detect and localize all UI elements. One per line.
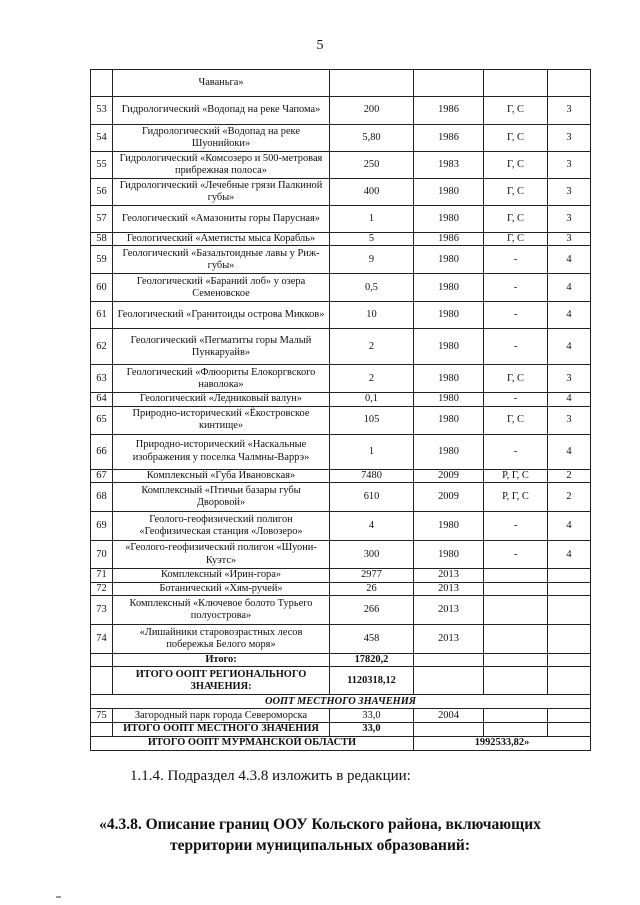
regime-code-cell: - (484, 329, 548, 365)
regime-code-cell: - (484, 541, 548, 569)
year-cell (414, 654, 484, 667)
year-cell: 1980 (414, 329, 484, 365)
regime-code-cell: Г, С (484, 406, 548, 434)
year-cell: 2009 (414, 469, 484, 482)
table-row (91, 723, 591, 736)
table-row (91, 152, 591, 179)
object-name-cell: Чаваньга» (113, 70, 330, 97)
category-cell (548, 667, 591, 695)
table-row (91, 625, 591, 654)
regime-code-cell: Р, Г, С (484, 469, 548, 482)
object-name-cell: Гидрологический «Водопад на реке Чапома» (113, 97, 330, 125)
object-name-cell: Гидрологический «Комсозеро и 500-метровая прибрежная полоса» (113, 152, 330, 179)
area-cell (330, 70, 414, 97)
year-cell: 1980 (414, 302, 484, 329)
table-row (91, 667, 591, 695)
row-number-cell: 63 (91, 365, 113, 393)
regime-code-cell: Г, С (484, 179, 548, 206)
subtotal-value: 33,0 (330, 723, 414, 736)
regime-code-cell: Г, С (484, 233, 548, 246)
row-number-cell: 66 (91, 434, 113, 469)
category-cell (548, 582, 591, 595)
regime-code-cell: - (484, 274, 548, 302)
row-number-cell: 75 (91, 709, 113, 723)
row-number-cell: 59 (91, 246, 113, 274)
regime-code-cell: - (484, 393, 548, 406)
year-cell: 1980 (414, 406, 484, 434)
table-row (91, 582, 591, 595)
object-name-cell: «Лишайники старовозрастных лесов побережья Белого моря» (113, 625, 330, 654)
table-row (91, 329, 591, 365)
object-name-cell: Ботанический «Хям-ручей» (113, 582, 330, 595)
category-cell (548, 654, 591, 667)
regime-code-cell (484, 70, 548, 97)
regime-code-cell (484, 667, 548, 695)
table-row (91, 469, 591, 482)
category-cell: 4 (548, 541, 591, 569)
year-cell: 1980 (414, 274, 484, 302)
area-cell: 610 (330, 483, 414, 512)
year-cell (414, 667, 484, 695)
row-number-cell (91, 667, 113, 695)
area-cell: 250 (330, 152, 414, 179)
area-cell: 0,1 (330, 393, 414, 406)
table-row (91, 302, 591, 329)
table-row (91, 541, 591, 569)
regime-code-cell: Г, С (484, 365, 548, 393)
year-cell: 1983 (414, 152, 484, 179)
category-cell (548, 723, 591, 736)
regime-code-cell: Г, С (484, 152, 548, 179)
row-number-cell: 64 (91, 393, 113, 406)
object-name-cell: Геологический «Аметисты мыса Корабль» (113, 233, 330, 246)
page-number: 5 (316, 38, 324, 53)
year-cell (414, 723, 484, 736)
regime-code-cell: - (484, 302, 548, 329)
grand-total-value: 1992533,82» (414, 736, 591, 750)
row-number-cell: 60 (91, 274, 113, 302)
table-row (91, 70, 591, 97)
table-row (91, 406, 591, 434)
table-row (91, 654, 591, 667)
category-cell: 3 (548, 233, 591, 246)
category-cell: 3 (548, 152, 591, 179)
year-cell: 2013 (414, 569, 484, 582)
scan-artifact (56, 896, 61, 898)
category-cell (548, 596, 591, 625)
area-cell: 1 (330, 434, 414, 469)
row-number-cell (91, 723, 113, 736)
object-name-cell: Геологический «Бараний лоб» у озера Семеновское (113, 274, 330, 302)
table-row (91, 246, 591, 274)
table-row (91, 274, 591, 302)
regime-code-cell: Р, Г, С (484, 483, 548, 512)
area-cell: 26 (330, 582, 414, 595)
row-number-cell: 70 (91, 541, 113, 569)
year-cell: 2013 (414, 582, 484, 595)
category-cell: 2 (548, 483, 591, 512)
table-row (91, 393, 591, 406)
table-row (91, 434, 591, 469)
year-cell (414, 70, 484, 97)
year-cell: 2009 (414, 483, 484, 512)
category-cell (548, 70, 591, 97)
regime-code-cell: - (484, 246, 548, 274)
subtotal-label: ИТОГО ООПТ РЕГИОНАЛЬНОГО ЗНАЧЕНИЯ: (113, 667, 330, 695)
section-heading-line-1: «4.3.8. Описание границ ООУ Кольского района, включающих (99, 816, 541, 833)
row-number-cell: 67 (91, 469, 113, 482)
area-cell: 1 (330, 206, 414, 233)
row-number-cell: 62 (91, 329, 113, 365)
row-number-cell: 54 (91, 125, 113, 152)
row-number-cell: 74 (91, 625, 113, 654)
table-body (91, 70, 591, 751)
row-number-cell (91, 70, 113, 97)
row-number-cell: 58 (91, 233, 113, 246)
table-row (91, 483, 591, 512)
object-name-cell: Комплексный «Птичьи базары губы Дворовой» (113, 483, 330, 512)
regime-code-cell (484, 569, 548, 582)
table-row (91, 233, 591, 246)
category-cell: 4 (548, 246, 591, 274)
table-row (91, 97, 591, 125)
row-number-cell: 53 (91, 97, 113, 125)
object-name-cell: Геологический «Пегматиты горы Малый Пункаруайв» (113, 329, 330, 365)
category-cell: 4 (548, 512, 591, 541)
object-name-cell: Геолого-геофизический полигон «Геофизическая станция «Ловозеро» (113, 512, 330, 541)
regime-code-cell (484, 654, 548, 667)
area-cell: 9 (330, 246, 414, 274)
subtotal-value: 17820,2 (330, 654, 414, 667)
object-name-cell: Геологический «Базальтоидные лавы у Риж-губы» (113, 246, 330, 274)
section-heading (0, 814, 640, 856)
table-row (91, 125, 591, 152)
category-cell: 2 (548, 469, 591, 482)
year-cell: 1980 (414, 434, 484, 469)
object-name-cell: «Геолого-геофизический полигон «Шуони-Куэтс» (113, 541, 330, 569)
object-name-cell: Комплексный «Губа Ивановская» (113, 469, 330, 482)
protected-areas-table (90, 69, 591, 751)
area-cell: 33,0 (330, 709, 414, 723)
year-cell: 1980 (414, 541, 484, 569)
grand-total-label: ИТОГО ООПТ МУРМАНСКОЙ ОБЛАСТИ (91, 736, 414, 750)
section-header-cell: ООПТ МЕСТНОГО ЗНАЧЕНИЯ (91, 695, 591, 709)
area-cell: 458 (330, 625, 414, 654)
area-cell: 10 (330, 302, 414, 329)
area-cell: 7480 (330, 469, 414, 482)
table-row (91, 596, 591, 625)
year-cell: 2013 (414, 625, 484, 654)
area-cell: 400 (330, 179, 414, 206)
category-cell: 4 (548, 393, 591, 406)
object-name-cell: Природно-исторический «Наскальные изображения у поселка Чалмны-Варрэ» (113, 434, 330, 469)
row-number-cell: 68 (91, 483, 113, 512)
regime-code-cell (484, 625, 548, 654)
regime-code-cell (484, 596, 548, 625)
category-cell: 3 (548, 206, 591, 233)
subtotal-value: 1120318,12 (330, 667, 414, 695)
regime-code-cell: Г, С (484, 97, 548, 125)
section-heading-line-2: территории муниципальных образований: (169, 837, 471, 854)
object-name-cell: Гидрологический «Водопад на реке Шуонийоки» (113, 125, 330, 152)
year-cell: 2013 (414, 596, 484, 625)
category-cell: 4 (548, 434, 591, 469)
object-name-cell: Геологический «Гранитоиды острова Микков» (113, 302, 330, 329)
object-name-cell: Природно-исторический «Ёкостровское кинтище» (113, 406, 330, 434)
area-cell: 4 (330, 512, 414, 541)
year-cell: 2004 (414, 709, 484, 723)
category-cell: 3 (548, 125, 591, 152)
year-cell: 1980 (414, 206, 484, 233)
object-name-cell: Геологический «Флюориты Елокоргвского наволока» (113, 365, 330, 393)
table-row (91, 512, 591, 541)
table-row (91, 709, 591, 723)
table-row (91, 569, 591, 582)
year-cell: 1980 (414, 512, 484, 541)
object-name-cell: Загородный парк города Североморска (113, 709, 330, 723)
category-cell: 3 (548, 97, 591, 125)
area-cell: 2 (330, 365, 414, 393)
regime-code-cell: Г, С (484, 206, 548, 233)
area-cell: 200 (330, 97, 414, 125)
row-number-cell (91, 654, 113, 667)
area-cell: 105 (330, 406, 414, 434)
area-cell: 300 (330, 541, 414, 569)
area-cell: 266 (330, 596, 414, 625)
row-number-cell: 56 (91, 179, 113, 206)
object-name-cell: Геологический «Амазониты горы Парусная» (113, 206, 330, 233)
table-row (91, 736, 591, 750)
year-cell: 1980 (414, 365, 484, 393)
row-number-cell: 57 (91, 206, 113, 233)
row-number-cell: 69 (91, 512, 113, 541)
year-cell: 1986 (414, 97, 484, 125)
regime-code-cell (484, 582, 548, 595)
regime-code-cell (484, 723, 548, 736)
area-cell: 0,5 (330, 274, 414, 302)
regime-code-cell: - (484, 434, 548, 469)
row-number-cell: 61 (91, 302, 113, 329)
category-cell: 3 (548, 179, 591, 206)
row-number-cell: 65 (91, 406, 113, 434)
category-cell: 3 (548, 365, 591, 393)
subtotal-label: ИТОГО ООПТ МЕСТНОГО ЗНАЧЕНИЯ (113, 723, 330, 736)
year-cell: 1980 (414, 393, 484, 406)
category-cell: 4 (548, 302, 591, 329)
row-number-cell: 73 (91, 596, 113, 625)
year-cell: 1980 (414, 246, 484, 274)
category-cell (548, 709, 591, 723)
year-cell: 1980 (414, 179, 484, 206)
year-cell: 1986 (414, 125, 484, 152)
area-cell: 2 (330, 329, 414, 365)
category-cell (548, 569, 591, 582)
category-cell: 4 (548, 274, 591, 302)
regime-code-cell: Г, С (484, 125, 548, 152)
table-row (91, 206, 591, 233)
object-name-cell: Гидрологический «Лечебные грязи Палкиной губы» (113, 179, 330, 206)
row-number-cell: 71 (91, 569, 113, 582)
object-name-cell: Комплексный «Ключевое болото Турьего полуострова» (113, 596, 330, 625)
amendment-item: 1.1.4. Подраздел 4.3.8 изложить в редакции: (130, 768, 411, 784)
subtotal-label: Итого: (113, 654, 330, 667)
category-cell: 4 (548, 329, 591, 365)
table-row (91, 179, 591, 206)
object-name-cell: Геологический «Ледниковый валун» (113, 393, 330, 406)
area-cell: 2977 (330, 569, 414, 582)
regime-code-cell (484, 709, 548, 723)
row-number-cell: 55 (91, 152, 113, 179)
table-row (91, 365, 591, 393)
regime-code-cell: - (484, 512, 548, 541)
area-cell: 5,80 (330, 125, 414, 152)
category-cell (548, 625, 591, 654)
year-cell: 1986 (414, 233, 484, 246)
table-row (91, 695, 591, 709)
row-number-cell: 72 (91, 582, 113, 595)
category-cell: 3 (548, 406, 591, 434)
area-cell: 5 (330, 233, 414, 246)
object-name-cell: Комплексный «Ирин-гора» (113, 569, 330, 582)
